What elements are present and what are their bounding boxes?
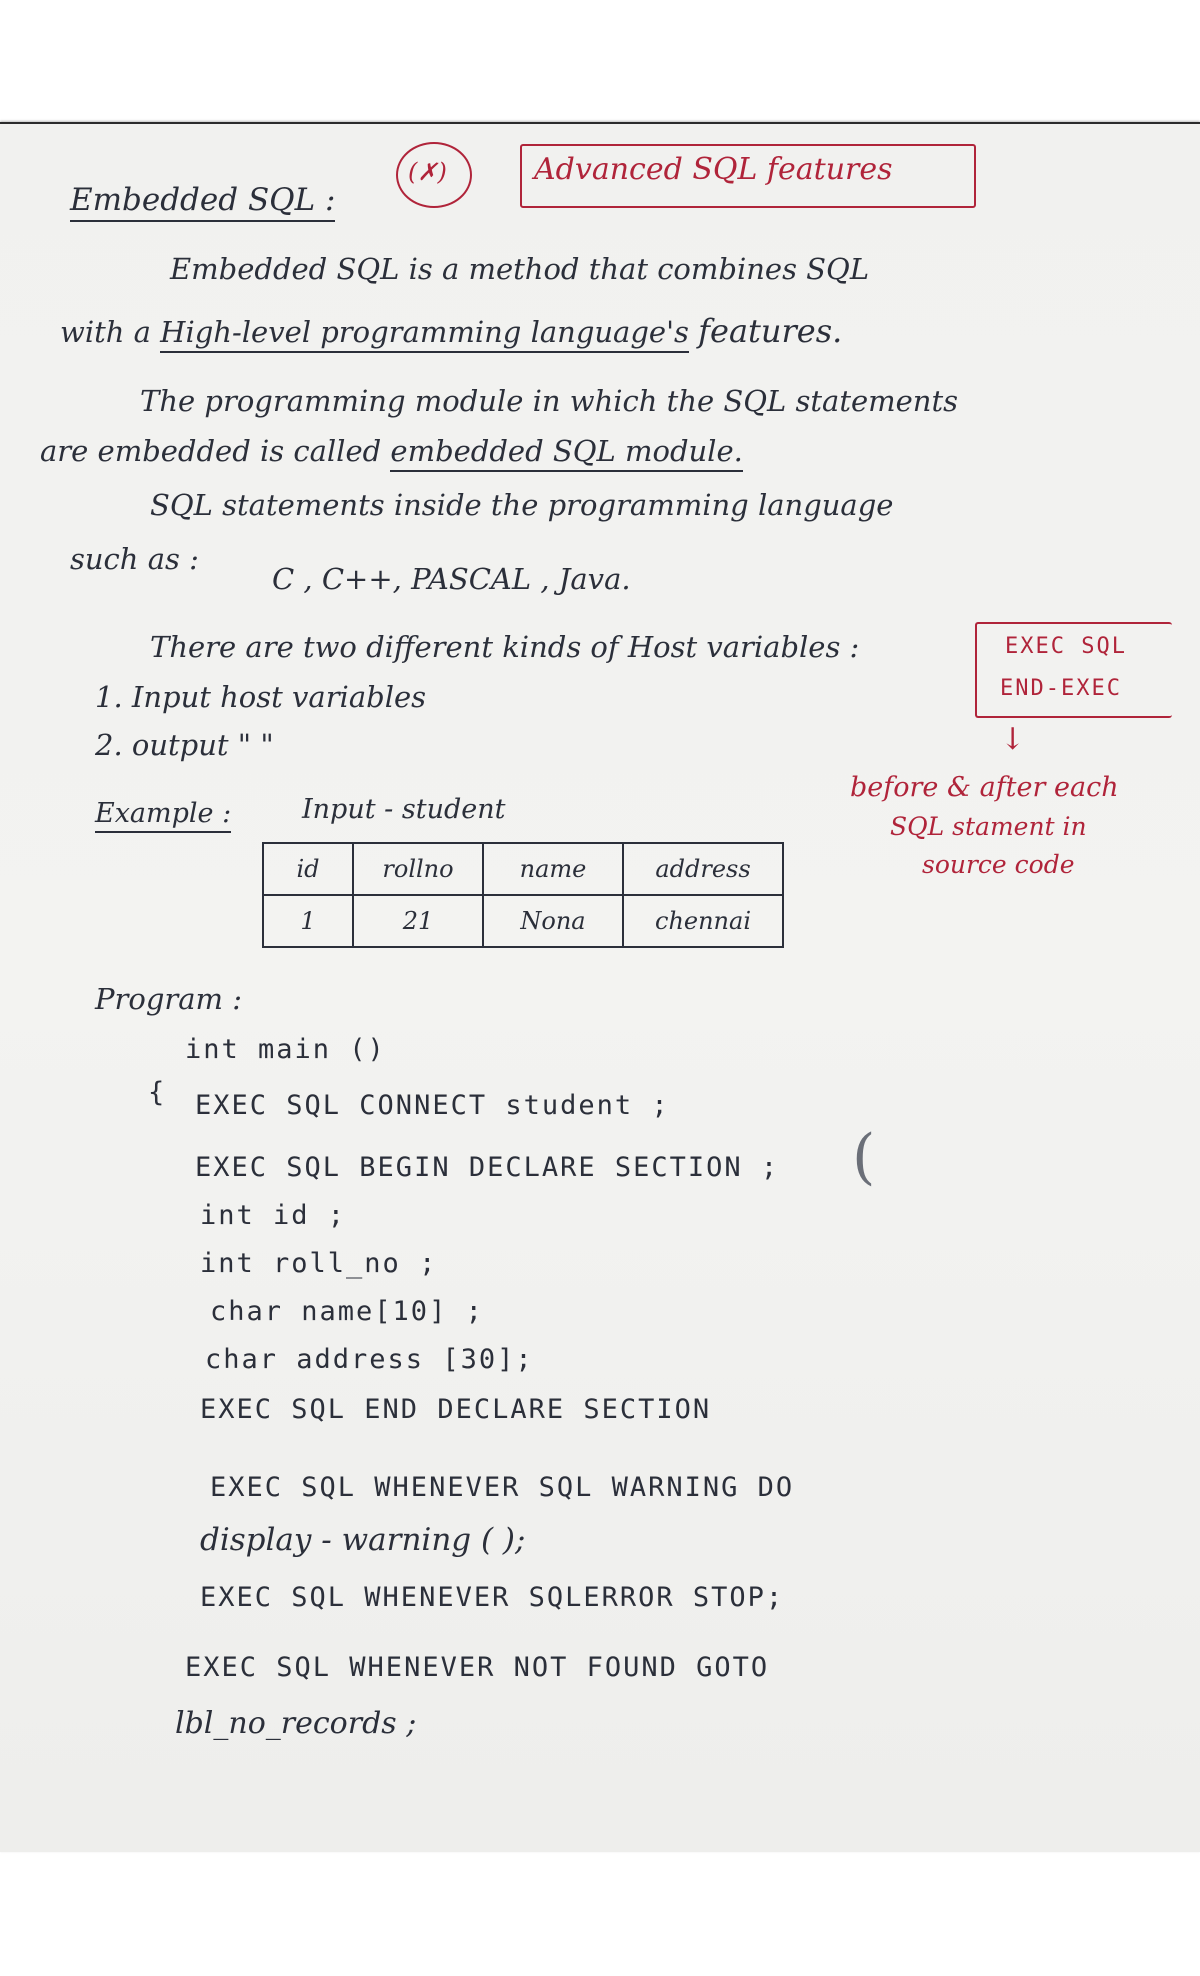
table-header-cell: address	[623, 843, 783, 895]
code-line: EXEC SQL CONNECT student ;	[195, 1090, 670, 1121]
para1-line2	[60, 312, 842, 350]
code-line: EXEC SQL BEGIN DECLARE SECTION ;	[195, 1152, 780, 1183]
side-note-line3: source code	[922, 850, 1075, 879]
para2-highlight: embedded SQL module.	[390, 434, 742, 472]
side-note-box-line1: EXEC SQL	[1005, 634, 1127, 659]
table-cell: Nona	[483, 895, 623, 947]
margin-bracket-mark: (	[852, 1122, 876, 1192]
example-caption: Input - student	[302, 794, 506, 825]
heading-embedded-sql: Embedded SQL :	[70, 182, 335, 222]
para3-langs: C , C++, PASCAL , Java.	[272, 562, 631, 596]
para4-line1: There are two different kinds of Host variables :	[150, 630, 860, 664]
side-note-line1: before & after each	[850, 772, 1119, 803]
code-line: lbl_no_records ;	[175, 1706, 417, 1741]
code-line: int id ;	[200, 1200, 347, 1231]
down-arrow-icon: ↓	[1000, 722, 1026, 757]
table-header-row	[263, 843, 783, 895]
table-header-cell: rollno	[353, 843, 483, 895]
code-line: char address [30];	[205, 1344, 534, 1375]
table-row	[263, 895, 783, 947]
code-line: EXEC SQL WHENEVER SQL WARNING DO	[210, 1472, 795, 1503]
code-line: int roll_no ;	[200, 1248, 438, 1279]
code-line: char name[10] ;	[210, 1296, 484, 1327]
code-line: EXEC SQL WHENEVER SQLERROR STOP;	[200, 1582, 785, 1613]
para1-line1: Embedded SQL is a method that combines SQL	[170, 252, 870, 286]
heading-marks: (✗)	[408, 158, 447, 186]
table-header-cell: name	[483, 843, 623, 895]
code-line: int main ()	[185, 1034, 386, 1065]
code-line: {	[148, 1077, 167, 1108]
para2-line2	[40, 434, 743, 468]
para3-line2: such as :	[70, 542, 199, 576]
para1-suffix: features.	[698, 312, 843, 350]
table-header-cell: id	[263, 843, 353, 895]
side-note-box-line2: END-EXEC	[1000, 676, 1122, 701]
heading-advanced-sql: Advanced SQL features	[534, 152, 893, 187]
code-line: EXEC SQL END DECLARE SECTION	[200, 1394, 712, 1425]
example-table	[262, 842, 784, 948]
table-cell: 21	[353, 895, 483, 947]
table-cell: 1	[263, 895, 353, 947]
example-label: Example :	[95, 798, 231, 833]
para3-line1: SQL statements inside the programming language	[150, 488, 894, 522]
para4-item1: 1. Input host variables	[95, 680, 427, 714]
notebook-page	[0, 122, 1200, 1852]
code-line: display - warning ( );	[200, 1522, 526, 1558]
code-line: EXEC SQL WHENEVER NOT FOUND GOTO	[185, 1652, 770, 1683]
side-note-line2: SQL stament in	[890, 812, 1087, 841]
para2-prefix: are embedded is called	[40, 434, 382, 468]
para1-highlight: High-level programming language's	[160, 315, 689, 353]
para2-line1: The programming module in which the SQL statements	[140, 384, 959, 418]
para1-prefix: with a	[60, 315, 151, 349]
para4-item2: 2. output " "	[95, 728, 274, 762]
program-label: Program :	[95, 982, 243, 1016]
table-cell: chennai	[623, 895, 783, 947]
